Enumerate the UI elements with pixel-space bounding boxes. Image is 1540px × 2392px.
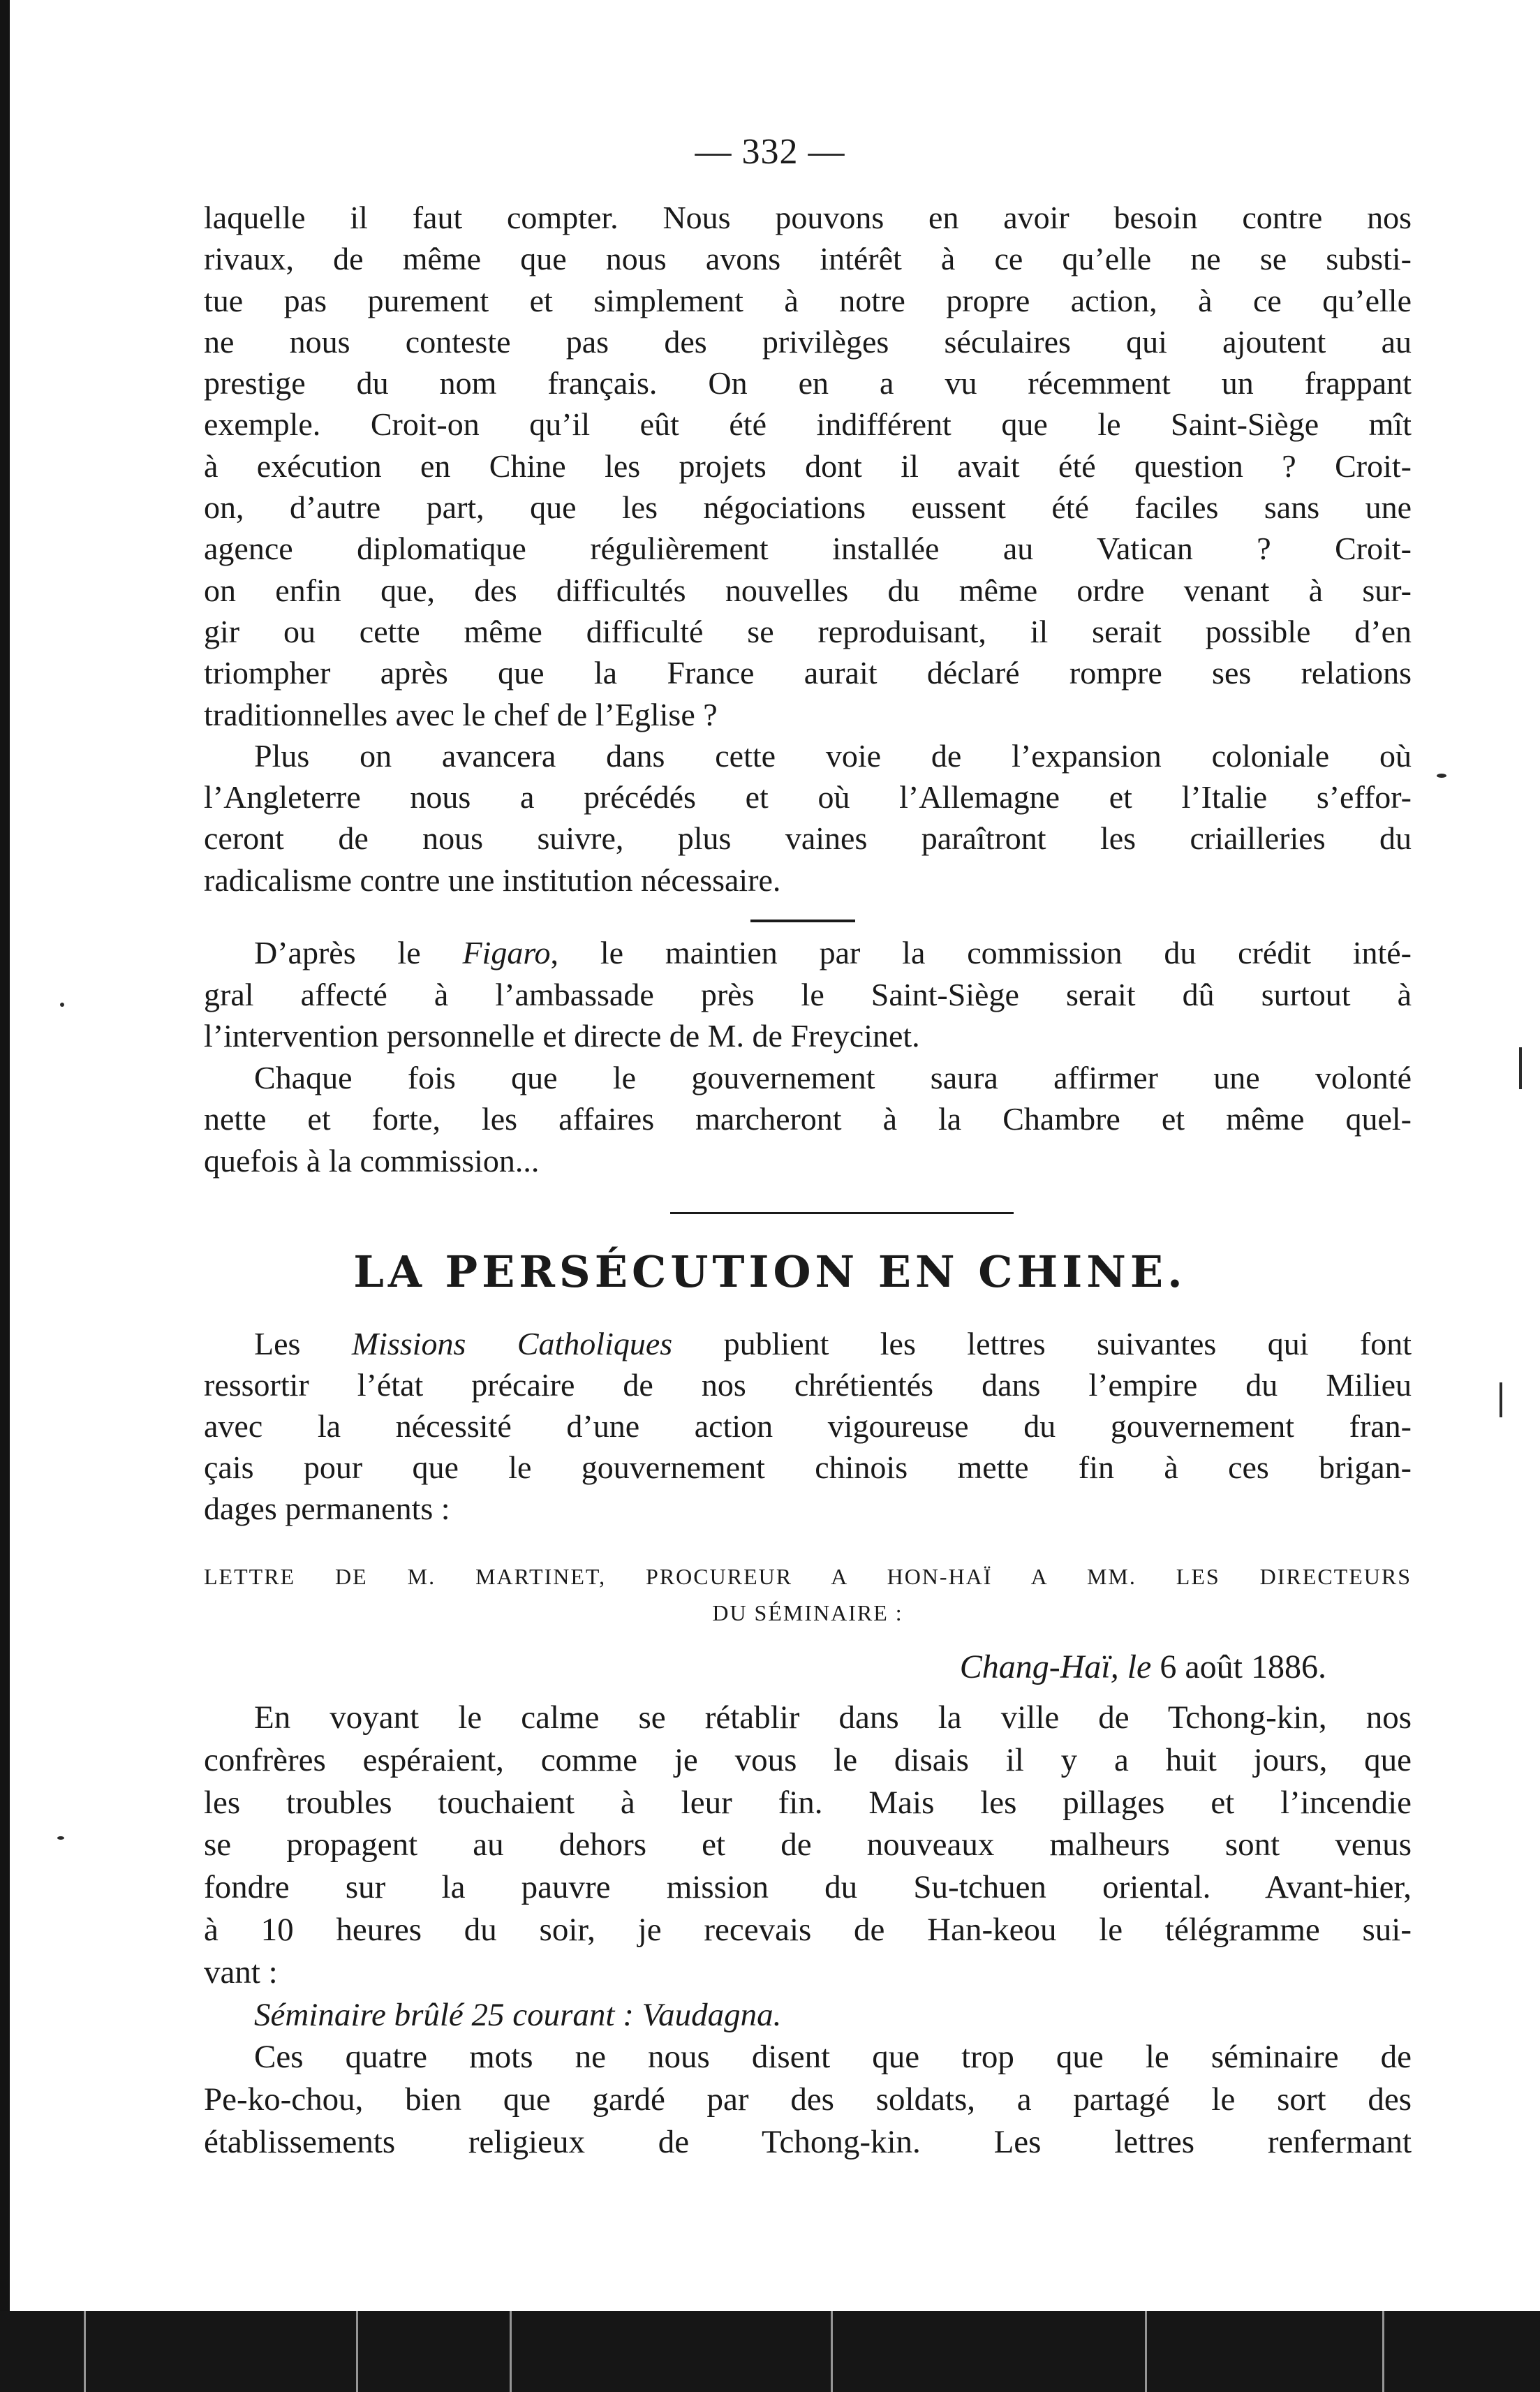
scan-scratch: [1145, 2311, 1147, 2392]
text-line: à exécution en Chine les projets dont il avait été question ? Croit-: [204, 448, 1412, 484]
text-line: tue pas purement et simplement à notre propre action, à ce qu’elle: [204, 282, 1412, 318]
section-title: LA PERSÉCUTION EN CHINE.: [353, 1246, 1187, 1297]
text-line: quefois à la commission...: [204, 1142, 540, 1179]
text-line: avec la nécessité d’une action vigoureuse du gouvernement fran-: [204, 1408, 1412, 1444]
text-line: dages permanents :: [204, 1491, 450, 1526]
text-line: prestige du nom français. On en a vu récemment un frappant: [204, 365, 1412, 401]
dateline-date: 6 août 1886.: [1151, 1648, 1326, 1685]
ink-speck: [1519, 1047, 1522, 1089]
letter-dateline: [204, 1648, 1326, 1686]
scan-scratch: [831, 2311, 833, 2392]
text-line: l’Angleterre nous a précédés et où l’Allemagne et l’Italie s’effor-: [204, 779, 1412, 815]
text-line: çais pour que le gouvernement chinois mette fin à ces brigan-: [204, 1449, 1412, 1485]
newspaper-title: Missions Catholiques: [351, 1326, 673, 1361]
text-run: D’après le: [254, 935, 463, 970]
scan-scratch: [1382, 2311, 1384, 2392]
text-line: vant :: [204, 1954, 278, 1991]
text-line: [204, 1323, 1412, 1364]
text-line: radicalisme contre une institution nécessaire.: [204, 862, 781, 898]
ink-speck: [57, 1836, 64, 1840]
letter-heading: LETTRE DE M. MARTINET, PROCUREUR A HON-HAÏ A MM. LES DIRECTEURS: [204, 1564, 1412, 1589]
text-run: Les: [254, 1326, 352, 1361]
text-line: Plus on avancera dans cette voie de l’expansion coloniale où: [254, 737, 1412, 774]
text-line: [204, 932, 1412, 974]
text-line: se propagent au dehors et de nouveaux malheurs sont venus: [204, 1826, 1412, 1863]
scan-bottom-edge: [0, 2311, 1540, 2392]
newspaper-title: Figaro: [462, 935, 551, 970]
text-line: établissements religieux de Tchong-kin. Les lettres renfermant: [204, 2123, 1412, 2160]
text-line: Chaque fois que le gouvernement saura affirmer une volonté: [254, 1059, 1412, 1095]
letter-heading: DU SÉMINAIRE :: [712, 1600, 903, 1625]
text-line: agence diplomatique régulièrement installée au Vatican ? Croit-: [204, 531, 1412, 567]
text-line: exemple. Croit-on qu’il eût été indifférent que le Saint-Siège mît: [204, 406, 1412, 443]
text-line: les troubles touchaient à leur fin. Mais les pillages et l’incendie: [204, 1784, 1412, 1821]
text-line: on enfin que, des difficultés nouvelles du même ordre venant à sur-: [204, 572, 1412, 608]
missions-paragraph: [204, 1323, 1412, 1529]
text-line: triompher après que la France aurait déclaré rompre ses relations: [204, 655, 1412, 691]
text-line: ne nous conteste pas des privilèges séculaires qui ajoutent au: [204, 323, 1412, 360]
text-line: Pe-ko-chou, bien que gardé par des soldats, a partagé le sort des: [204, 2081, 1412, 2118]
section-rule: [670, 1212, 1014, 1214]
text-line: Ces quatre mots ne nous disent que trop que le séminaire de: [254, 2039, 1412, 2076]
text-line: ceront de nous suivre, plus vaines paraîtront les criailleries du: [204, 820, 1412, 857]
dateline-place: Chang-Haï: [959, 1648, 1111, 1685]
text-line: laquelle il faut compter. Nous pouvons en avoir besoin contre nos: [204, 200, 1412, 235]
ink-speck: [1437, 774, 1446, 778]
text-line: En voyant le calme se rétablir dans la ville de Tchong-kin, nos: [254, 1699, 1412, 1736]
letter-body: [204, 1697, 1412, 2164]
text-line: confrères espéraient, comme je vous le disais il y a huit jours, que: [204, 1741, 1412, 1778]
dateline-text: , le: [1110, 1648, 1152, 1685]
text-line: gral affecté à l’ambassade près le Saint-Siège serait dû surtout à: [204, 976, 1412, 1012]
text-line: nette et forte, les affaires marcheront à la Chambre et même quel-: [204, 1101, 1412, 1137]
ink-speck: [60, 1003, 64, 1007]
figaro-paragraph: [204, 932, 1412, 1181]
text-line: rivaux, de même que nous avons intérêt à ce qu’elle ne se substi-: [204, 241, 1412, 277]
ink-speck: [1500, 1382, 1502, 1417]
scan-scratch: [510, 2311, 512, 2392]
scan-scratch: [356, 2311, 358, 2392]
text-line: à 10 heures du soir, je recevais de Han-keou le télégramme sui-: [204, 1911, 1412, 1948]
intro-paragraph: [204, 197, 1412, 901]
telegram-text: Séminaire brûlé 25 courant : Vaudagna.: [254, 1996, 782, 2033]
text-line: l’intervention personnelle et directe de M. de Freycinet.: [204, 1018, 920, 1054]
separator-rule: [750, 920, 855, 922]
text-line: fondre sur la pauvre mission du Su-tchuen oriental. Avant-hier,: [204, 1869, 1412, 1906]
text-run: , le maintien par la commission du crédit inté-: [550, 935, 1412, 970]
text-line: ressortir l’état précaire de nos chrétientés dans l’empire du Milieu: [204, 1367, 1412, 1403]
text-line: traditionnelles avec le chef de l’Eglise ?: [204, 696, 718, 732]
text-line: on, d’autre part, que les négociations eussent été faciles sans une: [204, 489, 1412, 526]
scan-scratch: [84, 2311, 86, 2392]
text-line: gir ou cette même difficulté se reproduisant, il serait possible d’en: [204, 613, 1412, 649]
text-run: publient les lettres suivantes qui font: [672, 1326, 1412, 1361]
scan-left-edge: [0, 0, 10, 2392]
page-number: — 332 —: [695, 132, 845, 172]
